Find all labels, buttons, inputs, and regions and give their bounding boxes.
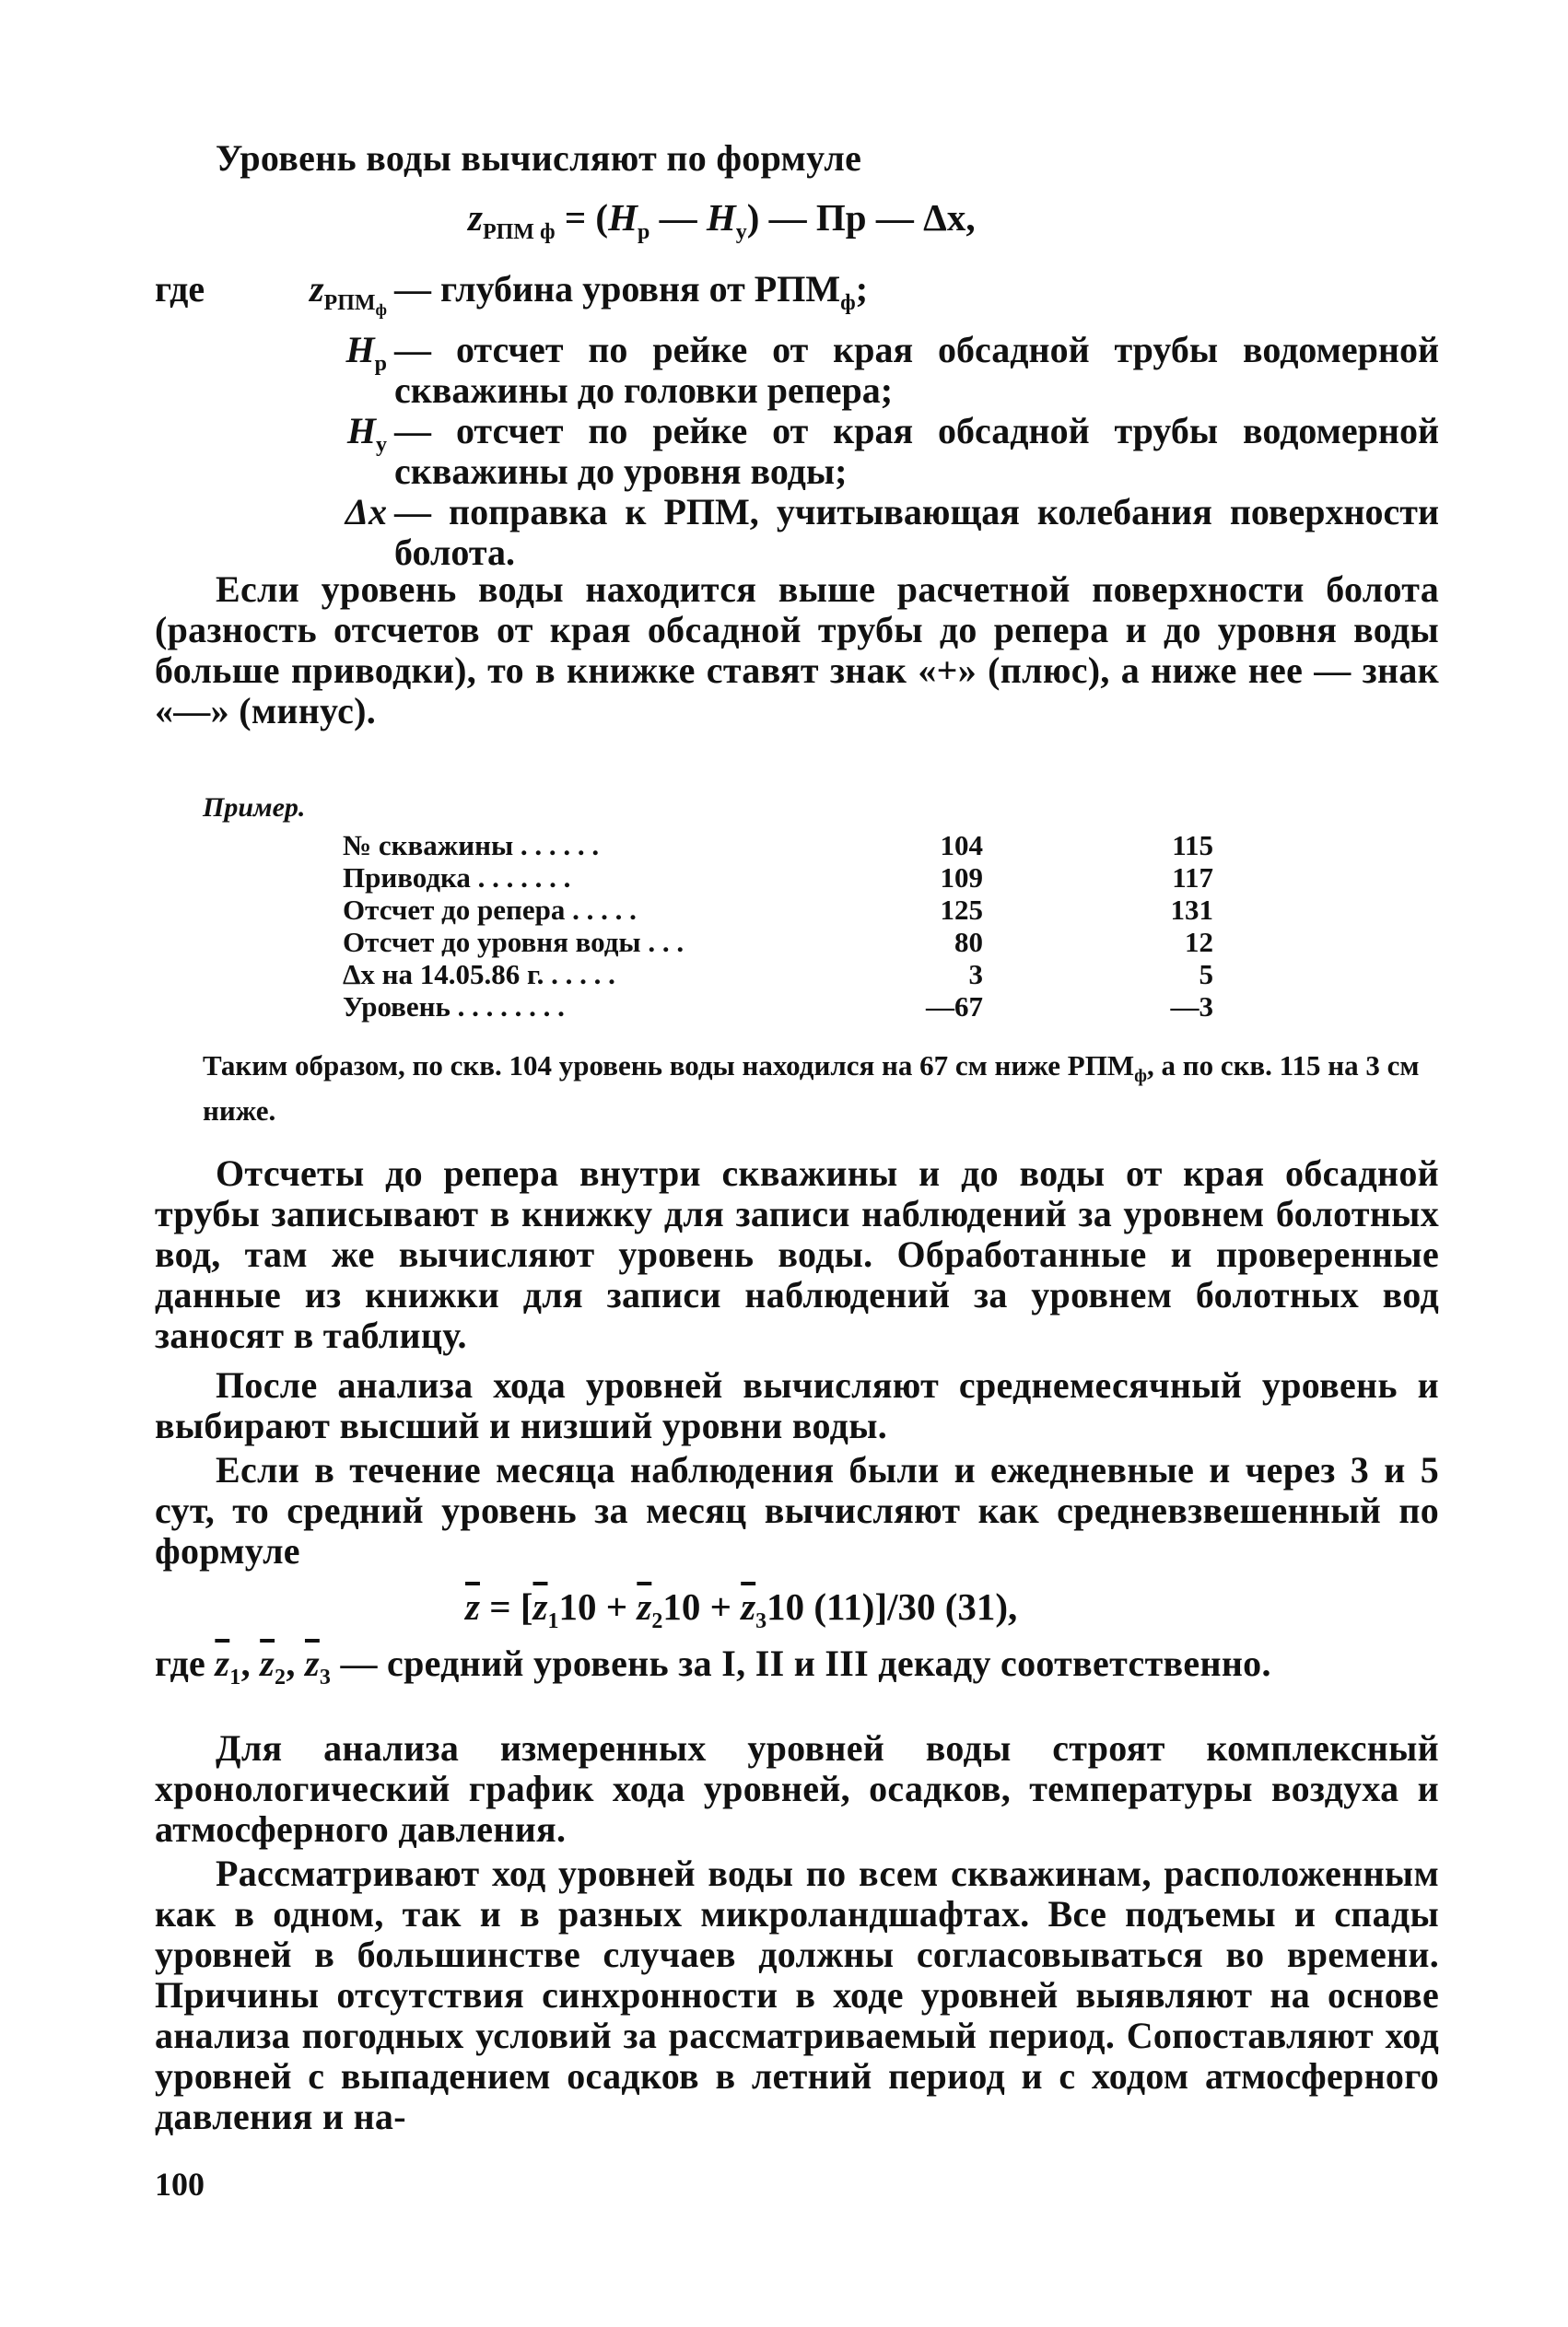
- definition-hp: $H_р$ — отсчет по рейке от края обсадной трубы водомерной скважины до головки репера;: [345, 328, 1440, 411]
- sign-paragraph: Если уровень воды находится выше расчетной поверхности болота (разность отсчетов от края обсадной трубы до репера и до уровня воды больше приводки), то в книжке ставят знак «+» (плюс), а ниже нее — знак «—» (минус).: [155, 568, 1439, 731]
- mean-formula: $\overline{z} = [\overline{z}_110 + \overline{z}_210 + \overline{z}_310$ (11)]/30 (31),: [465, 1585, 1018, 1634]
- consider-paragraph: Рассматривают ход уровней воды по всем скважинам, расположенным как в одном, так и в разных микроландшафтах. Все подъемы и спады уровней в большинстве случаев должны согласовываться во времени. Причины отсутствия синхронности в ходе уровней выявляют на основе анализа погодных условий за рассматриваемый период. Сопоставляют ход уровней с выпадением осадков в летний период и с ходом атмосферного давления и на-: [155, 1853, 1439, 2137]
- page-number: 100: [155, 2166, 205, 2203]
- where-label: где: [155, 268, 205, 310]
- chart-paragraph: Для анализа измеренных уровней воды строят комплексный хронологический график хода уровней, осадков, температуры воздуха и атмосферного давления.: [155, 1727, 1439, 1850]
- intro-paragraph: Уровень воды вычисляют по формуле: [216, 137, 862, 179]
- table-row: Δx на 14.05.86 г. . . . . . 3 5: [343, 958, 1213, 990]
- formula-minus: —: [649, 196, 707, 239]
- table-row: № скважины . . . . . . 104 115: [343, 829, 1213, 861]
- formula-z-sub: РПМ ф: [482, 220, 556, 245]
- table-row: Отсчет до репера . . . . . 125 131: [343, 894, 1213, 926]
- definitions-list: [249, 269, 1439, 573]
- analysis-paragraph: После анализа хода уровней вычисляют среднемесячный уровень и выбирают высший и низший уровни воды.: [155, 1364, 1439, 1446]
- formula-eq: = (: [555, 196, 609, 239]
- def-text: глубина уровня от РПМ: [440, 268, 841, 310]
- definition-dx: Δx — поправка к РПМ, учитывающая колебания поверхности болота.: [345, 490, 1439, 573]
- formula-rest: ) — Пр — Δx,: [746, 196, 976, 239]
- def-text: отсчет по рейке от края обсадной трубы водомерной скважины до уровня воды;: [394, 409, 1440, 492]
- table-row: Уровень . . . . . . . . —67 —3: [343, 990, 1213, 1023]
- mean-paragraph: Если в течение месяца наблюдения были и ежедневные и через 3 и 5 сут, то средний уровень за месяц вычисляют как средневзвешенный по формуле: [155, 1449, 1439, 1572]
- def-symbol-sub: РПМф: [323, 291, 387, 319]
- level-formula: [468, 195, 976, 245]
- formula-z: z: [468, 196, 483, 239]
- def-text: поправка к РПМ, учитывающая колебания поверхности болота.: [394, 490, 1439, 573]
- example-label: Пример.: [203, 792, 306, 823]
- where2-paragraph: где $\overline{z}_1$, $\overline{z}_2$, $\overline{z}_3$ — средний уровень за I, II и III декаду соответственно.: [155, 1643, 1271, 1690]
- formula-hp: H: [608, 196, 638, 239]
- formula-hy-sub: у: [735, 220, 747, 245]
- example-table: [343, 829, 1213, 1023]
- formula-hp-sub: р: [638, 220, 650, 245]
- definition-hy: $H_у$ — отсчет по рейке от края обсадной трубы водомерной скважины до уровня воды;: [346, 409, 1440, 492]
- table-row: Приводка . . . . . . . 109 117: [343, 861, 1213, 894]
- def-text: отсчет по рейке от края обсадной трубы водомерной скважины до головки репера;: [394, 328, 1440, 411]
- definition-z: $z_{РПМ_ф}$ — глубина уровня от $РПМ_ф$;: [309, 268, 869, 319]
- def-symbol: z: [309, 268, 324, 310]
- table-row: Отсчет до уровня воды . . . 80 12: [343, 926, 1213, 958]
- formula-hy: H: [706, 196, 736, 239]
- example-note: Таким образом, по скв. 104 уровень воды находился на 67 см ниже $РПМ_ф$, а по скв. 115 на 3 см ниже.: [203, 1049, 1420, 1128]
- records-paragraph: Отсчеты до репера внутри скважины и до воды от края обсадной трубы записывают в книжку для записи наблюдений за уровнем болотных вод, там же вычисляют уровень воды. Обработанные и проверенные данные из книжки для записи наблюдений за уровнем болотных вод заносят в таблицу.: [155, 1152, 1439, 1356]
